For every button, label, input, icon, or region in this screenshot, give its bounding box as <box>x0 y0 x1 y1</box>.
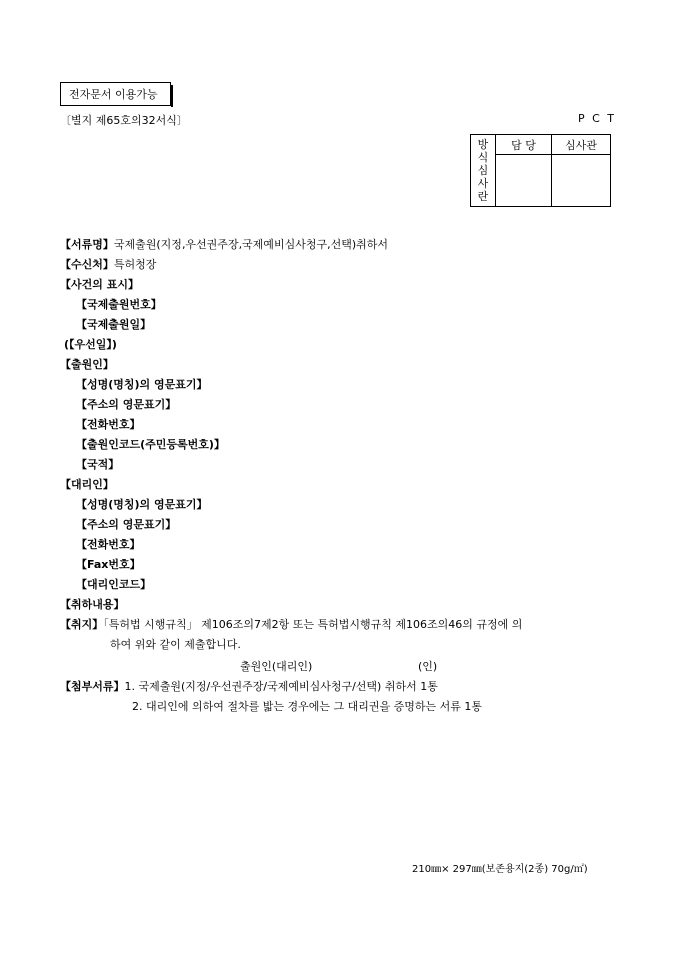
line-agent-address-en: 【주소의 영문표기】 <box>76 518 177 531</box>
line-purpose-cont: 하여 위와 같이 제출합니다. <box>110 638 241 651</box>
line-recipient: 【수신처】특허청장 <box>60 258 157 271</box>
electronic-document-tag: 전자문서 이용가능 <box>60 82 171 106</box>
line-applicant-code: 【출원인코드(주민등록번호)】 <box>76 438 225 451</box>
paper-size-footer: 210㎜× 297㎜(보존용지(2종) 70g/㎡) <box>412 864 588 875</box>
line-intl-app-number: 【국제출원번호】 <box>76 298 162 311</box>
pct-label: P C T <box>578 112 617 125</box>
line-case-display: 【사건의 표시】 <box>60 278 139 291</box>
review-col-staff: 담 당 <box>496 135 552 155</box>
line-applicant-phone: 【전화번호】 <box>76 418 141 431</box>
review-col-examiner: 심사관 <box>552 135 611 155</box>
line-intl-filing-date: 【국제출원일】 <box>76 318 152 331</box>
line-applicant-name-en: 【성명(명칭)의 영문표기】 <box>76 378 208 391</box>
signature-who: 출원인(대리인) <box>240 660 313 673</box>
signature-seal: (인) <box>418 660 438 673</box>
form-number: 〔별지 제65호의32서식〕 <box>60 114 188 127</box>
review-cell-examiner <box>552 155 611 207</box>
review-side-label: 방 식 심 사 란 <box>471 135 496 207</box>
line-document-name: 【서류명】국제출원(지정,우선권주장,국제예비심사청구,선택)취하서 <box>60 238 388 251</box>
line-agent-fax: 【Fax번호】 <box>76 558 141 571</box>
line-attachments: 【첨부서류】1. 국제출원(지정/우선권주장/국제예비심사청구/선택) 취하서 1통 <box>60 680 438 693</box>
line-nationality: 【국적】 <box>76 458 120 471</box>
line-purpose: 【취지】「특허법 시행규칙」 제106조의7제2항 또는 특허법시행규칙 제106조의46의 규정에 의 <box>60 618 523 631</box>
review-cell-staff <box>496 155 552 207</box>
line-withdrawal-content: 【취하내용】 <box>60 598 125 611</box>
line-priority-date: (【우선일】) <box>64 338 117 351</box>
line-agent: 【대리인】 <box>60 478 114 491</box>
line-applicant: 【출원인】 <box>60 358 114 371</box>
line-attachment-2: 2. 대리인에 의하여 절차를 밟는 경우에는 그 대리권을 증명하는 서류 1통 <box>132 700 482 713</box>
line-agent-name-en: 【성명(명칭)의 영문표기】 <box>76 498 208 511</box>
line-applicant-address-en: 【주소의 영문표기】 <box>76 398 177 411</box>
line-agent-phone: 【전화번호】 <box>76 538 141 551</box>
line-agent-code: 【대리인코드】 <box>76 578 152 591</box>
review-table <box>470 134 611 207</box>
